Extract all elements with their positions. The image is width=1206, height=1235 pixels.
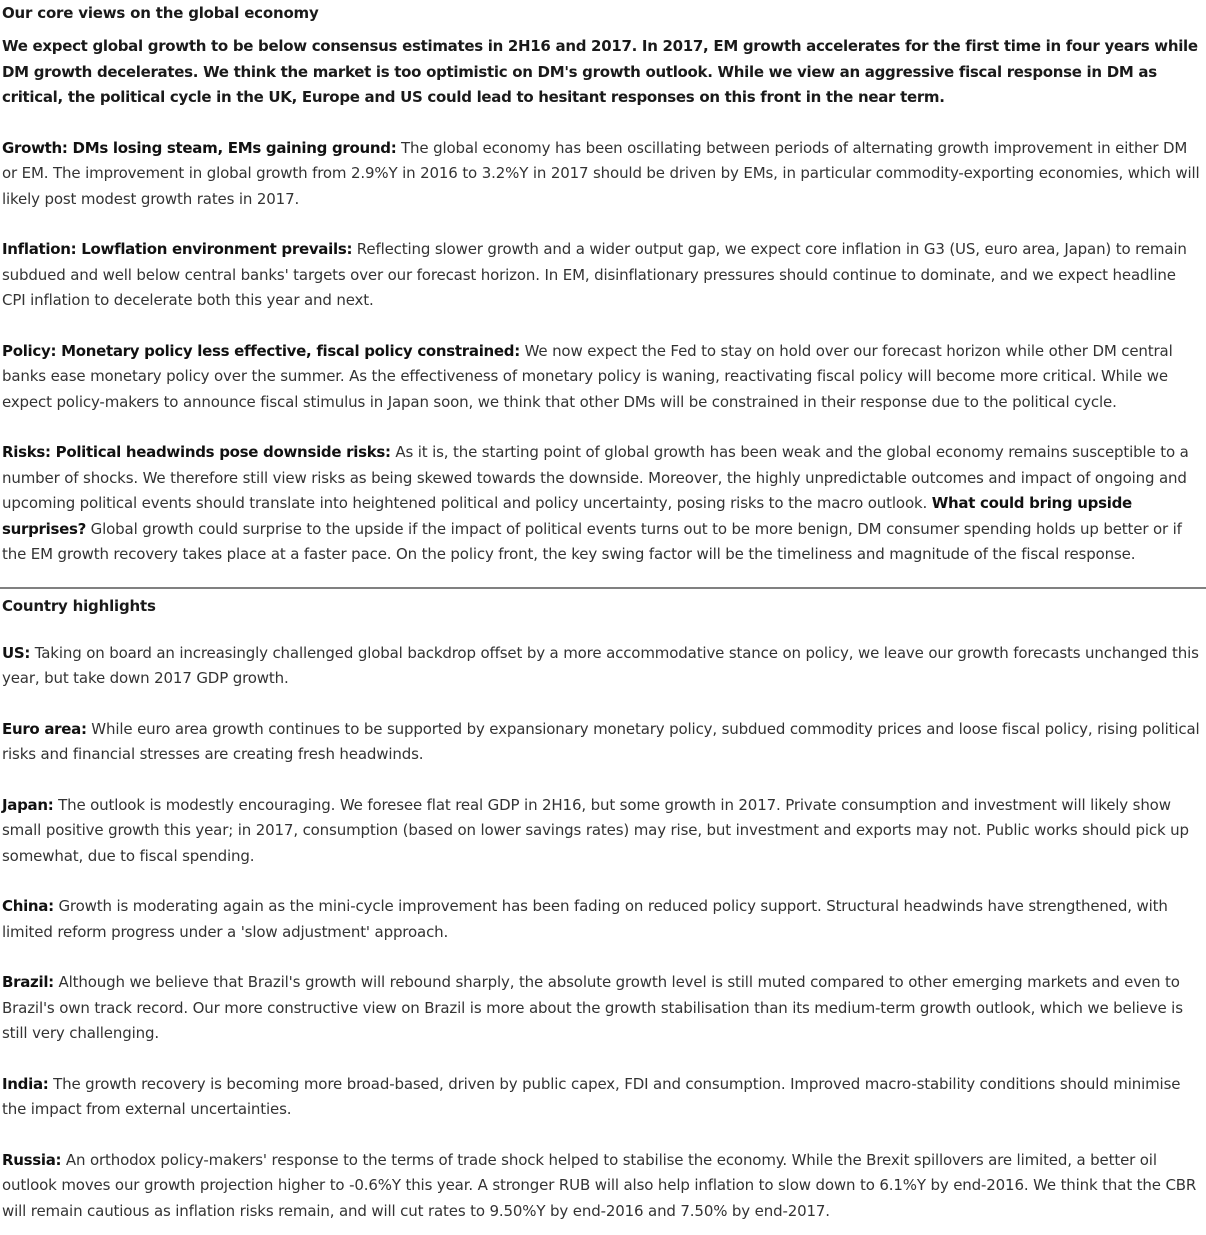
paragraph-sublabel: What could bring upside surprises?: [2, 494, 1132, 538]
paragraph-text: The global economy has been oscillating between periods of alternating growth improvement in either DM or EM. The improvement in global growth from 2.9%Y in 2016 to 3.2%Y in 2017 should be driven by EMs, in particular commodity-exporting economies, which will likely post modest growth rates in 2017.: [2, 138, 1200, 208]
country-text: While euro area growth continues to be supported by expansionary monetary policy, subdued commodity prices and loose fiscal policy, rising political risks and financial stresses are creating fresh headwinds.: [2, 719, 1200, 763]
section-divider: [0, 587, 1206, 589]
core-views-section: [2, 0, 1203, 568]
country-item-russia: [2, 1148, 1203, 1225]
paragraph-inflation: [2, 237, 1203, 314]
country-text: The outlook is modestly encouraging. We foresee flat real GDP in 2H16, but some growth in 2017. Private consumption and investment will likely show small positive growth this year; in 2017, consumption (based on lower savings rates) may rise, but investment and exports may not. Public works should pick up somewhat, due to fiscal spending.: [2, 795, 1189, 865]
country-highlights-section: [2, 595, 1203, 1225]
country-label: Russia:: [2, 1150, 62, 1169]
paragraph-label: Policy: Monetary policy less effective, fiscal policy constrained:: [2, 341, 520, 360]
country-text: An orthodox policy-makers' response to the terms of trade shock helped to stabilise the economy. While the Brexit spillovers are limited, a better oil outlook moves our growth projection higher to -0.6%Y this year. A stronger RUB will also help inflation to slow down to 6.1%Y by end-2016. We think that the CBR will remain cautious as inflation risks remain, and will cut rates to 9.50%Y by end-2016 and 7.50% by end-2017.: [2, 1150, 1197, 1220]
country-label: India:: [2, 1074, 49, 1093]
country-text: Growth is moderating again as the mini-cycle improvement has been fading on reduced policy support. Structural headwinds have strengthened, with limited reform progress under a 'slow adjustment' approach.: [2, 897, 1168, 941]
paragraph-label: Risks: Political headwinds pose downside risks:: [2, 443, 391, 461]
country-text: Although we believe that Brazil's growth will rebound sharply, the absolute growth level is still muted compared to other emerging markets and even to Brazil's own track record. Our more constructive view on Brazil is more about the growth stabilisation than its medium-term growth outlook, which we believe is still very challenging.: [2, 973, 1183, 1042]
paragraph-text: Global growth could surprise to the upside if the impact of political events turns out to be more benign, DM consumer spending holds up better or if the EM growth recovery takes place at a faster pace. On the policy front, the key swing factor will be the timeliness and magnitude of the fiscal response.: [2, 519, 1182, 563]
paragraph-label: Inflation: Lowflation environment prevails:: [2, 240, 353, 258]
paragraph-text: As it is, the starting point of global growth has been weak and the global economy remains susceptible to a number of shocks. We therefore still view risks as being skewed towards the downside. Moreover, the highly unpredictable outcomes and impact of ongoing and upcoming political events should translate into heightened political and policy uncertainty, posing risks to the macro outlook.: [2, 443, 1189, 512]
lead-summary: We expect global growth to be below consensus estimates in 2H16 and 2017. In 2017, EM growth accelerates for the first time in four years while DM growth decelerates. We think the market is too optimistic on DM's growth outlook. While we view an aggressive fiscal response in DM as critical, the political cycle in the UK, Europe and US could lead to hesitant responses on this front in the near term.: [2, 37, 1198, 106]
country-item-china: [2, 894, 1203, 945]
country-item-euro-area: [2, 717, 1203, 768]
paragraph-text: Reflecting slower growth and a wider output gap, we expect core inflation in G3 (US, euro area, Japan) to remain subdued and well below central banks' targets over our forecast horizon. In EM, disinflationary pressures should continue to dominate, and we expect headline CPI inflation to decelerate both this year and next.: [2, 240, 1187, 309]
country-label: Japan:: [2, 795, 54, 814]
country-text: The growth recovery is becoming more broad-based, driven by public capex, FDI and consumption. Improved macro-stability conditions should minimise the impact from external uncertainties.: [2, 1074, 1181, 1118]
paragraph-text: We now expect the Fed to stay on hold over our forecast horizon while other DM central banks ease monetary policy over the summer. As the effectiveness of monetary policy is waning, reactivating fiscal policy will become more critical. While we expect policy-makers to announce fiscal stimulus in Japan soon, we think that other DMs will be constrained in their response due to the political cycle.: [2, 341, 1173, 411]
section-title-core-views: Our core views on the global economy: [2, 4, 319, 22]
country-label: Euro area:: [2, 719, 87, 738]
country-item-japan: [2, 793, 1203, 870]
country-item-us: [2, 641, 1203, 692]
paragraph-risks: [2, 440, 1203, 568]
country-text: Taking on board an increasingly challenged global backdrop offset by a more accommodative stance on policy, we leave our growth forecasts unchanged this year, but take down 2017 GDP growth.: [2, 643, 1199, 687]
country-label: US:: [2, 643, 31, 662]
paragraph-label: Growth: DMs losing steam, EMs gaining ground:: [2, 138, 397, 157]
country-item-india: [2, 1072, 1203, 1123]
paragraph-policy: [2, 339, 1203, 416]
paragraph-growth: [2, 136, 1203, 213]
section-title-country-highlights: Country highlights: [2, 596, 156, 615]
country-label: Brazil:: [2, 973, 54, 991]
country-label: China:: [2, 897, 54, 915]
country-item-brazil: [2, 970, 1203, 1047]
